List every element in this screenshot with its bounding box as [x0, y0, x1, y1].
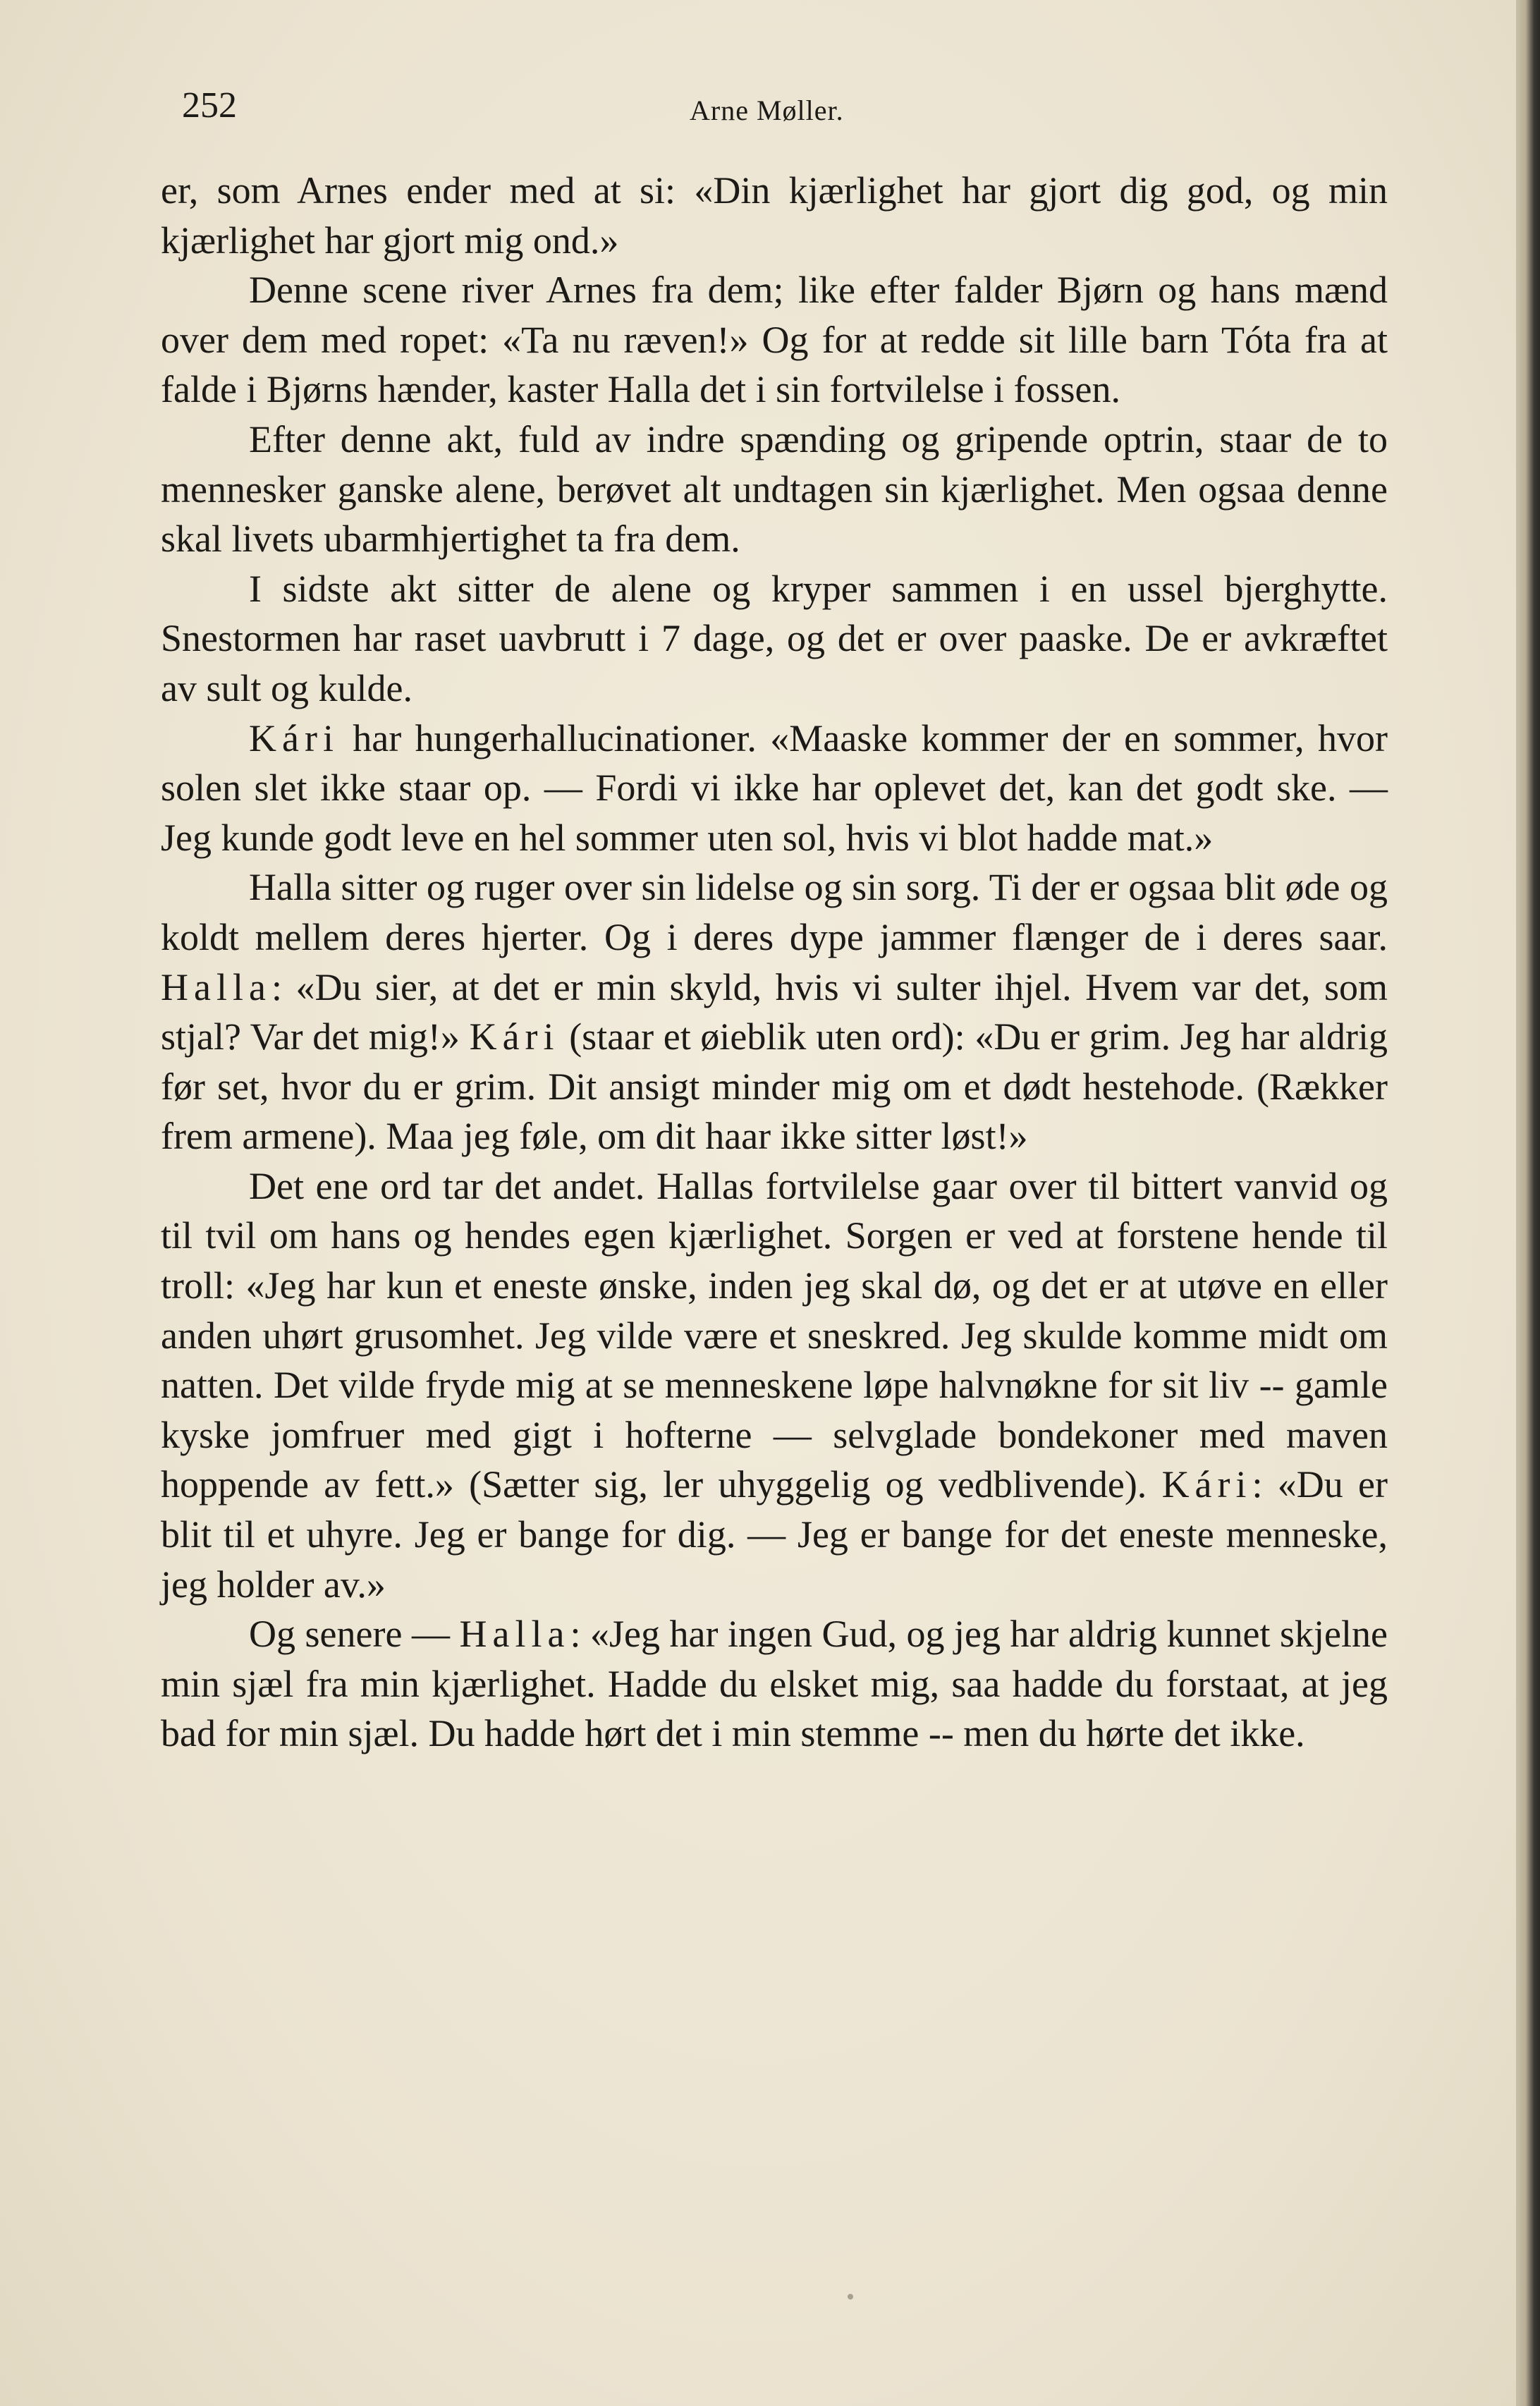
paragraph	[161, 1161, 1388, 1609]
paragraph	[161, 564, 1388, 714]
text-run: Denne scene river Arnes fra dem; like efter falder Bjørn og hans mænd over dem med ropet: «Ta nu ræven!» Og for at redde sit lille barn Tóta fra at falde i Bjørns hænder, kaster Halla det i sin fortvilelse i fossen.	[161, 269, 1388, 411]
text-run: : «Jeg har ingen Gud, og jeg har aldrig kunnet skjelne min sjæl fra min kjærlighet. Hadde du elsket mig, saa hadde du forstaat, at jeg bad for min sjæl. Du hadde hørt det i min stemme -- men du hørte det ikke.	[161, 1613, 1388, 1755]
page-header	[182, 81, 1381, 138]
paper-speck	[848, 2294, 853, 2300]
speaker-name: Kári	[469, 1015, 560, 1058]
paragraph	[161, 714, 1388, 863]
page-number: 252	[182, 85, 237, 126]
text-run: har hungerhallucinationer. «Maaske kommer der en sommer, hvor solen slet ikke staar op. — Fordi vi ikke har oplevet det, kan det godt ske. — Jeg kunde godt leve en hel sommer uten sol, hvis vi blot hadde mat.»	[161, 716, 1388, 859]
text-run: (staar et øieblik uten ord): «Du er grim. Jeg har aldrig før set, hvor du er grim. Dit ansigt minder mig om et dødt hestehode. (Rækker frem armene). Maa jeg føle, om dit haar ikke sitter løst!»	[161, 1015, 1388, 1158]
body-text	[161, 166, 1388, 1759]
paragraph	[161, 1609, 1388, 1759]
paragraph	[161, 166, 1388, 265]
paragraph	[161, 862, 1388, 1161]
text-run: : «Du sier, at det er min skyld, hvis vi sulter ihjel. Hvem var det, som stjal? Var det mig!»	[161, 965, 1388, 1058]
running-head: Arne Møller.	[690, 94, 844, 126]
speaker-name: Halla	[459, 1613, 570, 1656]
text-run: : «Du er blit til et uhyre. Jeg er bange for dig. — Jeg er bange for det eneste menneske, jeg holder av.»	[161, 1463, 1388, 1606]
text-run: er, som Arnes ender med at si: «Din kjærlighet har gjort dig god, og min kjærlighet har gjort mig ond.»	[161, 169, 1388, 262]
speaker-name: Kári	[249, 716, 339, 759]
paragraph	[161, 415, 1388, 564]
speaker-name: Kári	[1161, 1463, 1252, 1506]
page-edge-shadow	[1516, 0, 1540, 2406]
paragraph	[161, 265, 1388, 415]
text-run: Halla sitter og ruger over sin lidelse og sin sorg. Ti der er ogsaa blit øde og koldt mellem deres hjerter. Og i deres dype jammer flænger de i deres saar.	[161, 866, 1388, 958]
text-run: Og senere —	[249, 1613, 460, 1656]
text-run: Det ene ord tar det andet. Hallas fortvilelse gaar over til bittert vanvid og til tvil om hans og hendes egen kjærlighet. Sorgen er ved at forstene hende til troll: «Jeg har kun et eneste ønske, inden jeg skal dø, og det er at utøve en eller anden uhørt grusomhet. Jeg vilde være et sneskred. Jeg skulde komme midt om natten. Det vilde fryde mig at se menneskene løpe halvnøkne for sit liv -- gamle kyske jomfruer med gigt i hofterne — selvglade bondekoner med maven hoppende av fett.» (Sætter sig, ler uhyggelig og vedblivende).	[161, 1164, 1388, 1506]
text-run: Efter denne akt, fuld av indre spænding og gripende optrin, staar de to mennesker ganske alene, berøvet alt undtagen sin kjærlighet. Men ogsaa denne skal livets ubarmhjertighet ta fra dem.	[161, 417, 1388, 561]
speaker-name: Halla	[161, 965, 271, 1008]
text-run: I sidste akt sitter de alene og kryper sammen i en ussel bjerghytte. Snestormen har raset uavbrutt i 7 dage, og det er over paaske. De er avkræftet av sult og kulde.	[161, 567, 1388, 709]
